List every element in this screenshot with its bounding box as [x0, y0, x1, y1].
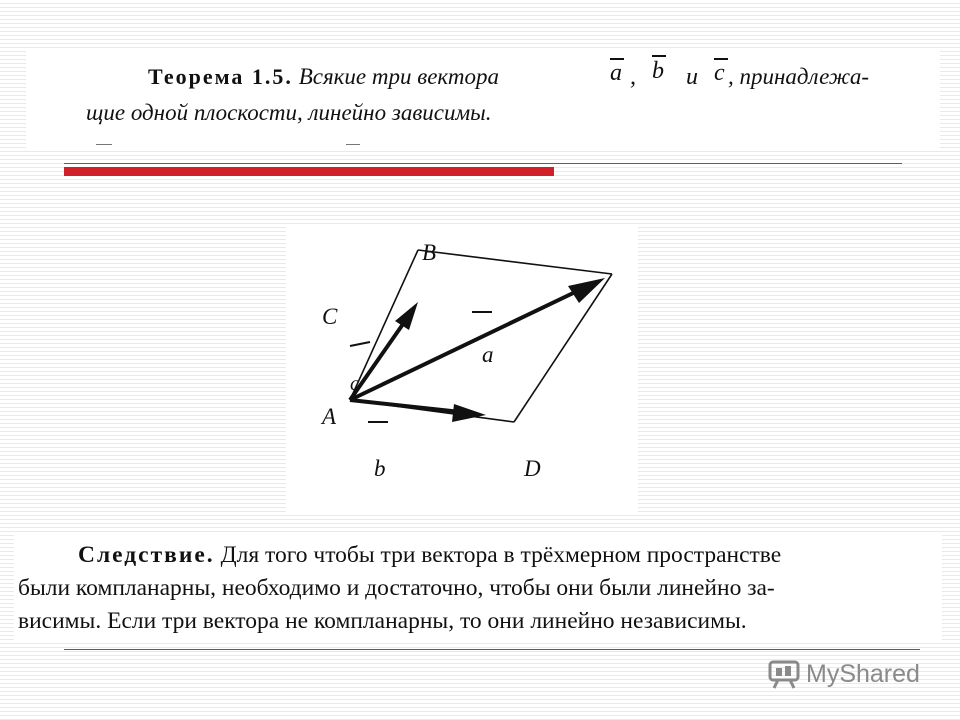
vector-b-arrowhead: [452, 404, 486, 422]
vector-a-symbol: a: [610, 60, 622, 86]
vector-b-shaft: [350, 400, 470, 413]
theorem-panel: [26, 48, 940, 148]
point-label-C: C: [322, 304, 338, 329]
vector-b-bar: [652, 55, 666, 57]
theorem-comma: ,: [630, 64, 636, 90]
edge-B-top: [418, 250, 612, 274]
figure-drawing: [286, 224, 638, 514]
vector-a-bar: [610, 58, 624, 60]
corollary-line-1: [78, 542, 781, 569]
theorem-conjunction: и: [686, 64, 698, 90]
vector-a-arrowhead: [568, 278, 605, 303]
point-label-B: B: [422, 240, 437, 265]
theorem-line-1-end: , принадлежа-: [728, 64, 870, 89]
vector-c-symbol: c: [714, 60, 725, 86]
divider-accent-bar: [64, 167, 554, 176]
theorem-line-1: [148, 64, 499, 90]
projector-screen-icon: [768, 658, 802, 690]
point-label-D: D: [524, 456, 541, 481]
corollary-line-3: висимы. Если три вектора не компланарны, то они линейно независимы.: [18, 608, 747, 634]
logo-text: MyShared: [806, 659, 920, 688]
vector-b-symbol: b: [652, 58, 664, 84]
theorem-title: Теорема 1.5.: [148, 64, 293, 89]
theorem-line-2: щие одной плоскости, линейно зависимы.: [86, 100, 492, 125]
vector-a-shaft: [350, 284, 592, 400]
vector-c-bar: [714, 58, 728, 60]
corollary-text-1: Для того чтобы три вектора в трёхмерном пространстве: [220, 542, 782, 568]
corollary-line-2: были компланарны, необходимо и достаточно, чтобы они были линейно за-: [18, 575, 775, 601]
theorem-text: Всякие три вектора: [298, 64, 499, 89]
text-remnant: [96, 144, 112, 145]
vector-figure: [286, 224, 638, 514]
corollary-panel: [14, 534, 942, 642]
text-remnant: [346, 144, 360, 145]
corollary-title: Следствие.: [78, 542, 215, 568]
vector-c-arrowhead: [395, 302, 418, 330]
vector-label-a: a: [482, 342, 494, 367]
label-c-bar: [350, 342, 370, 346]
vector-label-c: c: [350, 373, 359, 395]
myshared-logo: [768, 654, 920, 694]
divider-thin-bottom: [64, 649, 920, 650]
vector-label-b: b: [374, 456, 386, 481]
point-label-A: A: [322, 404, 337, 429]
divider-thin-top: [64, 163, 902, 164]
